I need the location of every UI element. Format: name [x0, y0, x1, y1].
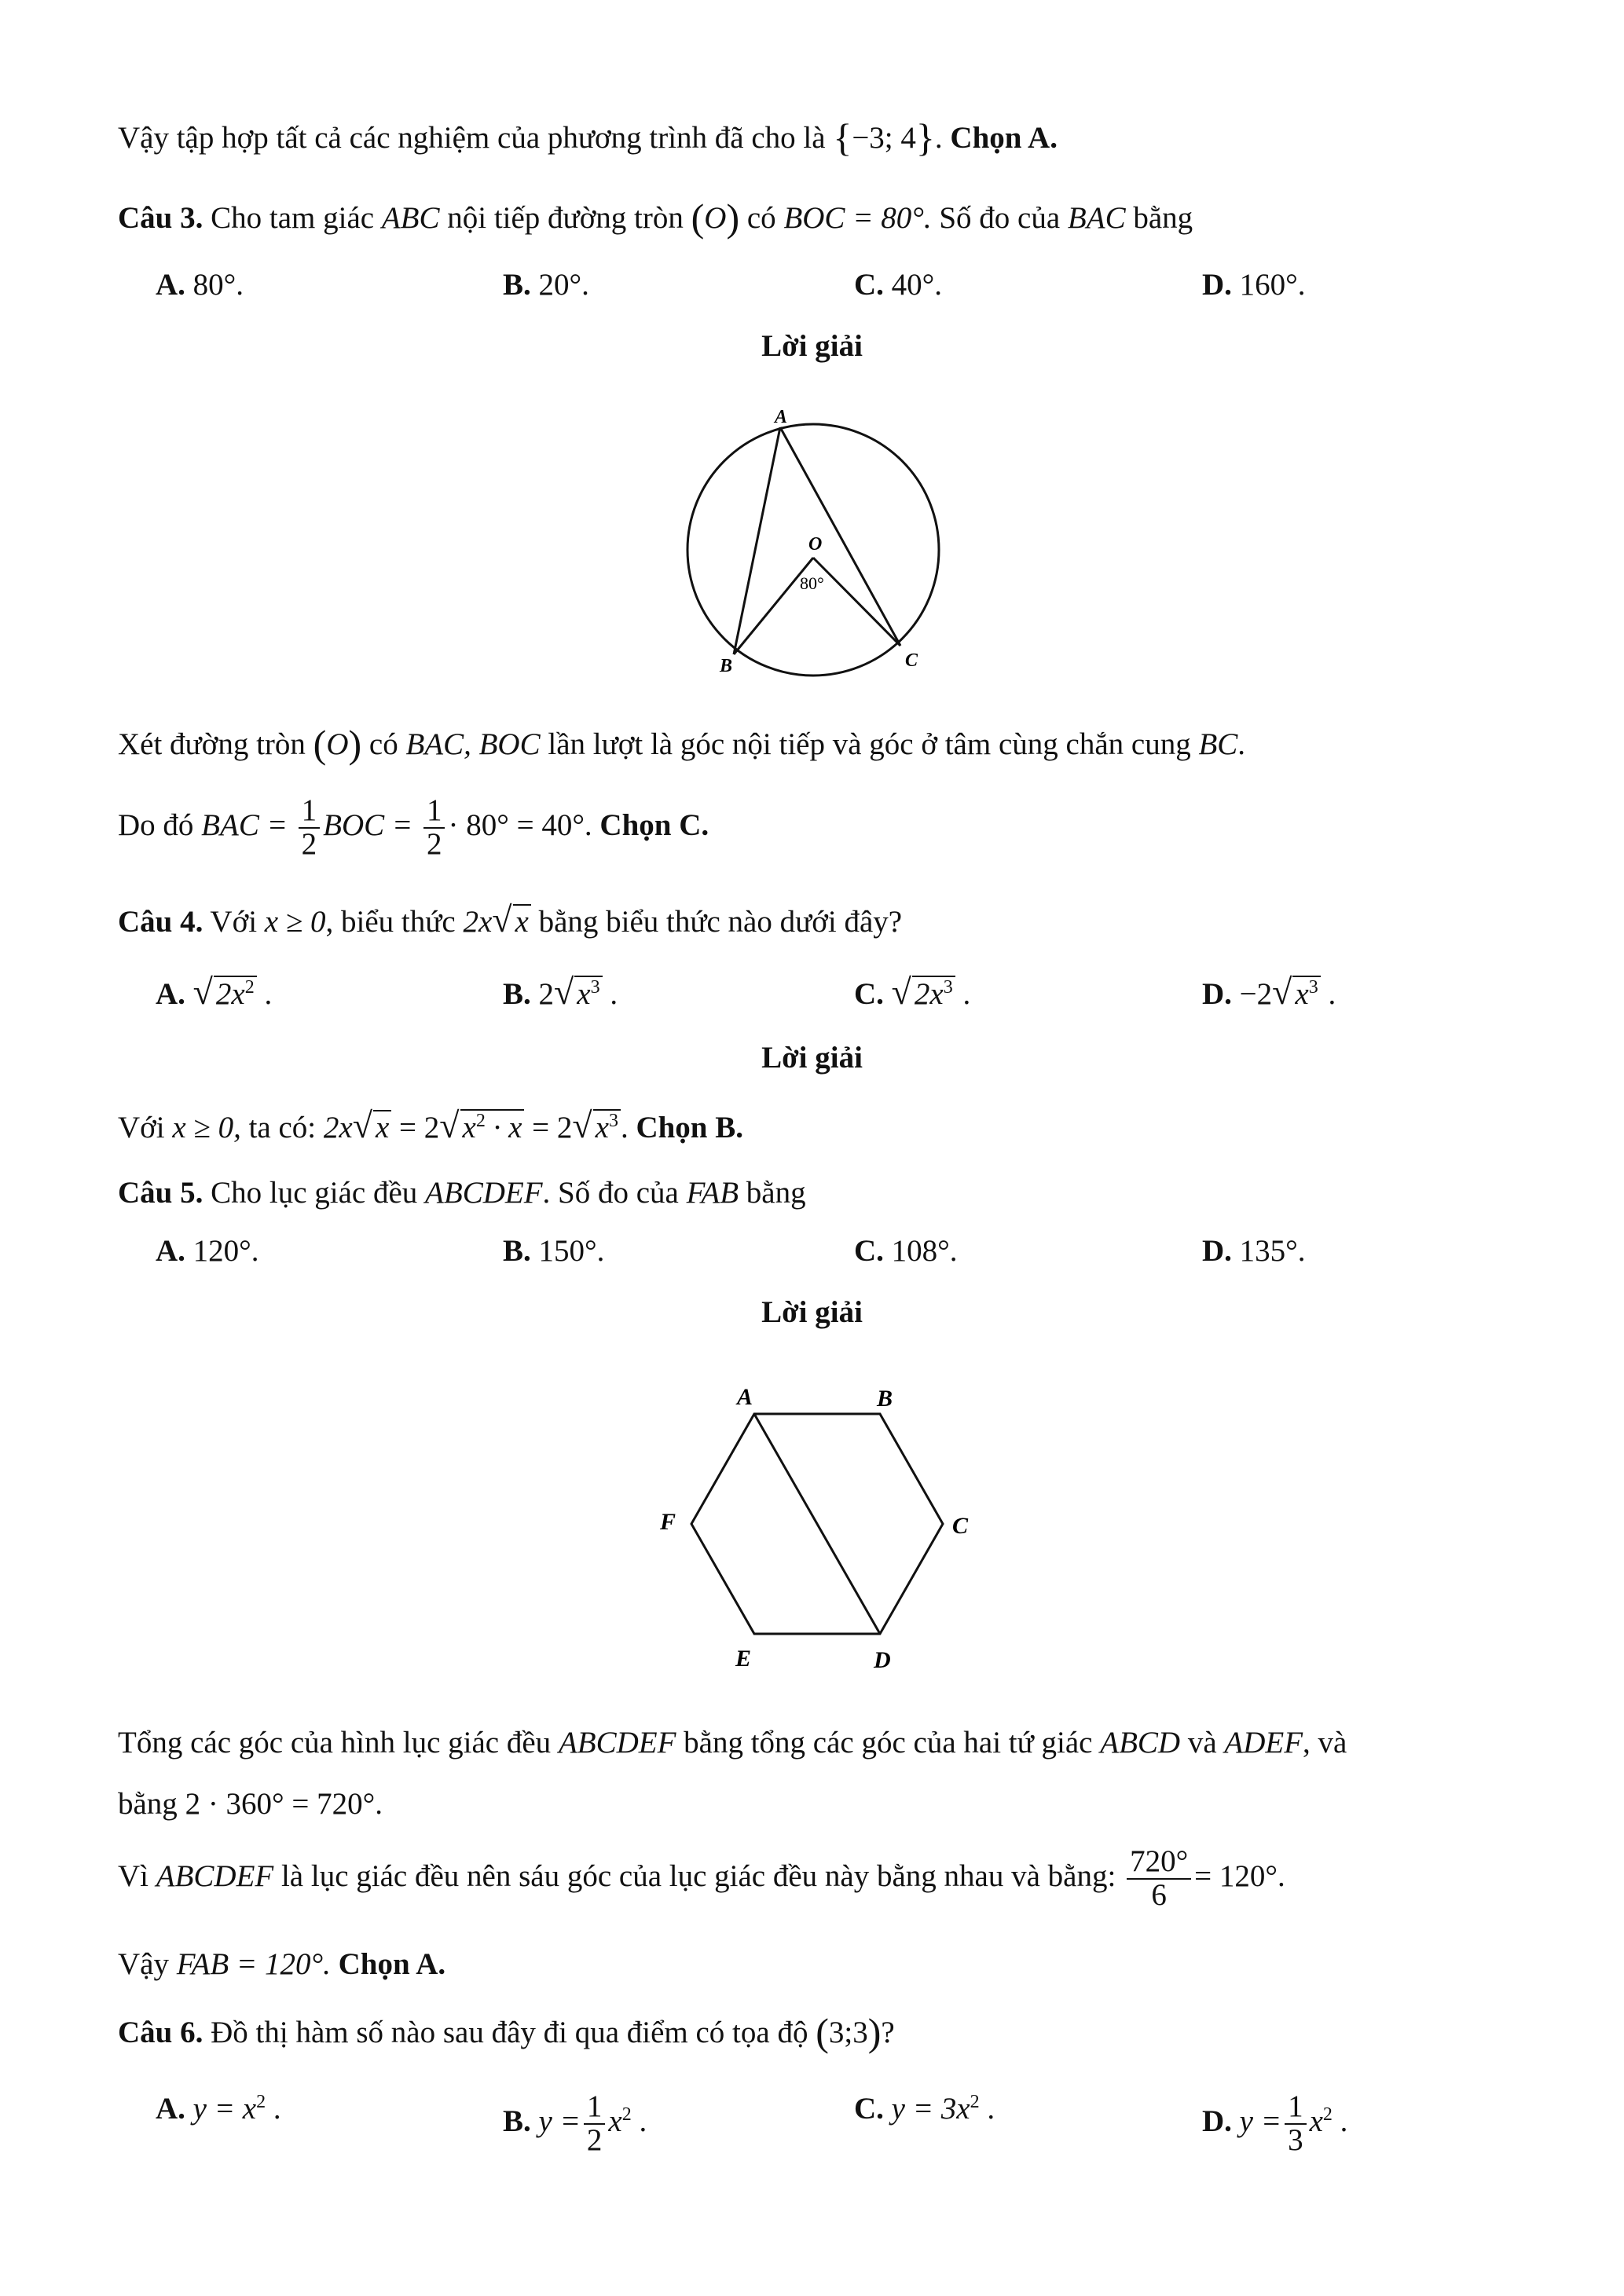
q6-question: Câu 6. Đồ thị hàm số nào sau đây đi qua điểm có tọa độ (3;3)?: [118, 2010, 895, 2054]
q5-sol-math: ABCDEF: [558, 1726, 676, 1760]
q5-sol-math: ABCDEF: [156, 1858, 274, 1893]
q4-math: 2x: [463, 905, 493, 939]
q4-option-d[interactable]: D. −2√ $x^3$ .: [1202, 972, 1336, 1012]
label-c: C: [905, 650, 918, 671]
fraction-720-over-6: $\frac{720^\circ}{6}$: [1127, 1846, 1191, 1912]
q4-option-c[interactable]: C. √ $2x^3$ .: [854, 972, 971, 1012]
q5-sol-text: bằng: [118, 1787, 178, 1821]
q3-sol-math: · 80° = 40°.: [448, 807, 592, 842]
q4-sol-math: x ≥ 0,: [172, 1111, 241, 1144]
q4-label: Câu 4.: [118, 905, 203, 939]
q5-sol-text: và: [1187, 1726, 1217, 1760]
q5-option-a[interactable]: A. 120°.: [156, 1234, 259, 1268]
q5-text: . Số đo của: [542, 1176, 679, 1210]
q3-option-c[interactable]: C. 40°.: [854, 268, 943, 302]
q4-sol-math: 2x: [323, 1111, 353, 1144]
q3-math: ABC: [381, 201, 440, 235]
q6-point: 3;3: [828, 2016, 868, 2049]
q4-text: Với: [210, 905, 258, 939]
q2-conclusion: Vậy tập hợp tất cả các nghiệm của phương trình đã cho là {−3; 4}. Chọn A.: [118, 115, 1058, 159]
q4-solution-heading: Lời giải: [761, 1041, 863, 1075]
label-b: B: [720, 656, 733, 676]
q5-solution-line-4: [118, 1946, 445, 1983]
q3-solution-line-2: [118, 795, 709, 861]
q3-sol-text: .: [1237, 727, 1246, 761]
q3-sol-math: O: [326, 727, 349, 761]
q5-sol-text: Vì: [118, 1858, 148, 1893]
fraction-one-half: $\frac{1}{2}$: [299, 795, 321, 861]
segment-ab: [734, 427, 780, 654]
segment-oc: [813, 558, 900, 646]
q3-sol-math: BAC, BOC: [405, 727, 541, 761]
q4-question: Câu 4. Với x ≥ 0, biểu thức 2x√ x bằng biểu thức nào dưới đây?: [118, 899, 903, 939]
q4-sol-radicand: x: [373, 1110, 391, 1145]
q4-solution: Với x ≥ 0, ta có: 2x√ x = 2√ $x^2 \cdot x = 2√$ $x^3$. Chọn B.: [118, 1105, 744, 1145]
q3-solution-line-1: Xét đường tròn (O) có BAC, BOC lần lượt là góc nội tiếp và góc ở tâm cùng chắn cung BC.: [118, 722, 1246, 766]
q5-sol-math: FAB = 120°.: [176, 1947, 331, 1981]
q6-text: Đồ thị hàm số nào sau đây đi qua điểm có tọa độ: [211, 2016, 808, 2049]
q4-sol-math: = 2: [532, 1111, 573, 1144]
q2-conclusion-text: Vậy tập hợp tất cả các nghiệm của phương trình đã cho là: [118, 121, 826, 155]
label-o: O: [808, 534, 823, 555]
vertex-f: F: [660, 1509, 676, 1535]
q3-option-d[interactable]: D. 160°.: [1202, 268, 1306, 302]
q5-sol-math: ABCD: [1100, 1726, 1181, 1760]
q3-sol-text: có: [368, 727, 398, 761]
q4-sol-math: = 2: [399, 1111, 440, 1144]
diagonal-ad: [754, 1414, 880, 1634]
q3-label: Câu 3.: [118, 201, 203, 235]
q6-option-a[interactable]: A. $y = x^2$ .: [156, 2092, 281, 2126]
q5-sol-math: = 120°.: [1194, 1858, 1285, 1893]
q4-sol-text: .: [620, 1111, 629, 1144]
angle-label: 80°: [800, 573, 824, 593]
q6-option-c[interactable]: C. $y = 3x^2$ .: [854, 2092, 995, 2126]
q5-text: Cho lục giác đều: [211, 1176, 418, 1210]
q5-sol-text: bằng tổng các góc của hai tứ giác: [684, 1726, 1093, 1760]
q5-option-c[interactable]: C. 108°.: [854, 1234, 958, 1268]
q6-label: Câu 6.: [118, 2016, 203, 2049]
q5-sol-text: , và: [1303, 1726, 1347, 1760]
q2-choice: Chọn A.: [950, 121, 1058, 155]
q4-choice: Chọn B.: [636, 1111, 744, 1144]
q5-solution-heading: Lời giải: [761, 1295, 863, 1329]
q4-radicand: x: [513, 904, 531, 939]
q4-option-a[interactable]: A. √ $2x^2$ .: [156, 972, 273, 1012]
q5-sol-math: 2 · 360° = 720°.: [185, 1787, 383, 1821]
q5-text: bằng: [746, 1176, 806, 1210]
q3-sol-text: Do đó: [118, 807, 194, 842]
q4-sol-text: ta có:: [248, 1111, 317, 1144]
q3-solution-heading: Lời giải: [761, 329, 863, 363]
q4-text: , biểu thức: [325, 905, 456, 939]
q3-text: Cho tam giác: [211, 201, 375, 235]
q5-solution-line-1: [118, 1725, 1347, 1762]
q6-option-b[interactable]: B. y = $\frac{1}{2}$ $x^2$ .: [503, 2089, 647, 2157]
q5-sol-text: Vậy: [118, 1947, 169, 1981]
vertex-b: B: [877, 1386, 893, 1412]
q3-math: O: [704, 201, 727, 235]
q5-sol-text: Tổng các góc của hình lục giác đều: [118, 1726, 552, 1760]
q5-option-b[interactable]: B. 150°.: [503, 1234, 605, 1268]
q4-sol-text: Với: [118, 1111, 165, 1144]
q3-sol-math: BAC =: [201, 807, 288, 842]
q4-math: x ≥ 0: [264, 905, 326, 939]
q5-sol-text: là lục giác đều nên sáu góc của lục giác đều này bằng nhau và bằng:: [280, 1858, 1116, 1893]
q3-sol-text: Xét đường tròn: [118, 727, 306, 761]
segment-ac: [780, 427, 900, 646]
q4-option-b[interactable]: B. 2√ $x^3$ .: [503, 972, 618, 1012]
q6-text: ?: [881, 2016, 895, 2049]
q3-math: BAC: [1067, 201, 1126, 235]
q3-math: BOC = 80°.: [783, 201, 932, 235]
q5-choice: Chọn A.: [338, 1947, 446, 1981]
circle-figure: [668, 401, 951, 683]
q3-sol-text: lần lượt là góc nội tiếp và góc ở tâm cùng chắn cung: [548, 727, 1191, 761]
q4-text: bằng biểu thức nào dưới đây?: [538, 905, 903, 939]
q3-question: Câu 3. Cho tam giác ABC nội tiếp đường tròn (O) có BOC = 80°. Số đo của BAC bằng: [118, 196, 1193, 240]
q3-option-b[interactable]: B. 20°.: [503, 268, 589, 302]
q5-solution-line-3: [118, 1846, 1285, 1912]
q5-question: [118, 1175, 806, 1212]
q6-option-d[interactable]: D. y = $\frac{1}{3}$ $x^2$ .: [1202, 2089, 1348, 2157]
q5-math: FAB: [686, 1176, 739, 1210]
q3-text: Số đo của: [939, 201, 1061, 235]
segment-ob: [734, 558, 813, 654]
vertex-d: D: [874, 1647, 891, 1673]
vertex-a: A: [737, 1384, 753, 1410]
q5-sol-math: ADEF: [1224, 1726, 1303, 1760]
label-a: A: [775, 407, 788, 427]
q3-option-a[interactable]: A. 80°.: [156, 268, 244, 302]
q3-choice: Chọn C.: [599, 807, 709, 842]
q5-option-d[interactable]: D. 135°.: [1202, 1234, 1306, 1268]
q3-text: nội tiếp đường tròn: [447, 201, 684, 235]
vertex-e: E: [735, 1646, 752, 1672]
q5-math: ABCDEF: [425, 1176, 543, 1210]
q3-sol-math: BOC =: [323, 807, 413, 842]
q5-label: Câu 5.: [118, 1176, 203, 1210]
fraction-one-half: $\frac{1}{2}$: [423, 795, 445, 861]
q3-sol-math: BC: [1198, 727, 1238, 761]
q3-text: bằng: [1133, 201, 1193, 235]
q3-text: có: [746, 201, 776, 235]
hexagon-figure: [644, 1367, 990, 1681]
vertex-c: C: [952, 1513, 969, 1539]
q2-solution-set: −3; 4: [852, 121, 916, 155]
q5-solution-line-2: [118, 1786, 383, 1823]
